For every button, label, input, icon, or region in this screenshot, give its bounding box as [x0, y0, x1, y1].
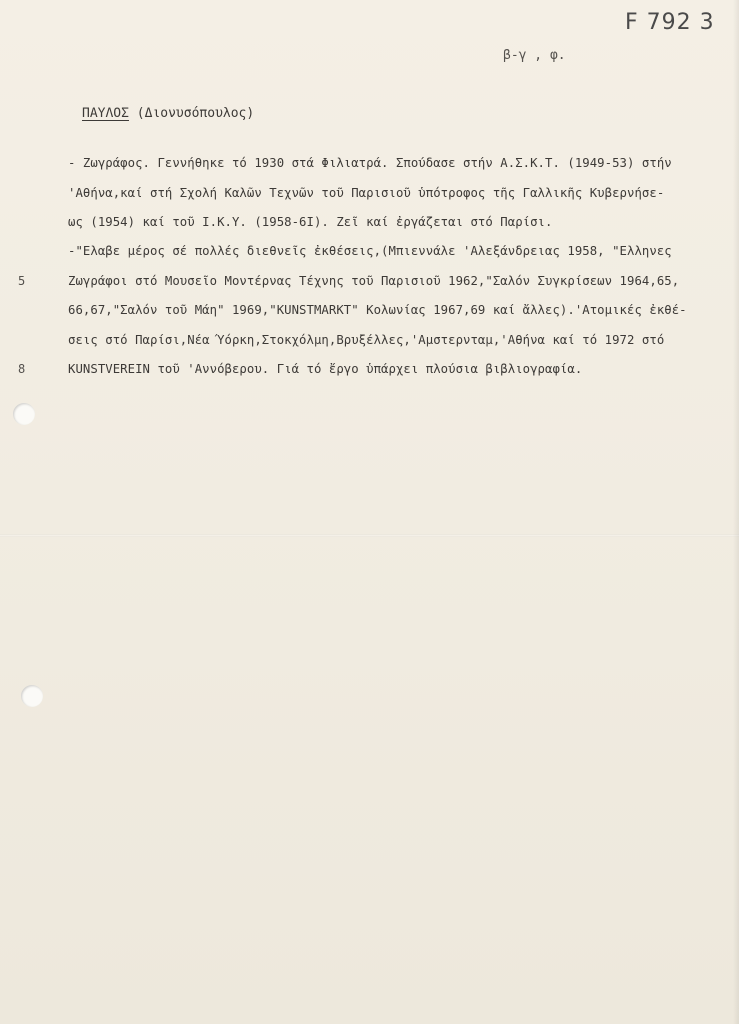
- text-line: KUNSTVEREIN τοῦ 'Αννόβερου. Γιά τό ἔργο ὑπάρχει πλούσια βιβλιογραφία.: [68, 362, 583, 376]
- text-line: σεις στό Παρίσι,Νέα Ύόρκη,Στοκχόλμη,Βρυξέλλες,'Αμστερνταμ,'Αθήνα καί τό 1972 στό: [68, 333, 665, 347]
- punch-hole-top: [13, 403, 35, 425]
- heading-parenthetical: (Διονυσόπουλος): [136, 106, 255, 121]
- page-edge-shadow: [733, 0, 739, 1024]
- punch-hole-bottom: [21, 685, 43, 707]
- document-code: β-γ , φ.: [503, 48, 566, 63]
- text-line: Ζωγράφοι στό Μουσεῖο Μοντέρνας Τέχνης τοῦ Παρισιοῦ 1962,"Σαλόν Συγκρίσεων 1964,65,: [68, 274, 680, 288]
- text-line: 66,67,"Σαλόν τοῦ Μάη" 1969,"KUNSTMARKT" Κολωνίας 1967,69 καί ἄλλες).'Ατομικές ἐκθέ-: [68, 303, 687, 317]
- entry-heading: [82, 106, 254, 121]
- heading-name: ΠΑΥΛΟΣ: [82, 106, 129, 121]
- margin-line-number: 8: [18, 362, 26, 376]
- handwritten-reference: F 792 3: [625, 10, 715, 35]
- margin-line-number: 5: [18, 274, 26, 288]
- text-line: 'Αθήνα,καί στή Σχολή Καλῶν Τεχνῶν τοῦ Παρισιοῦ ὑπότροφος τῆς Γαλλικῆς Κυβερνήσε-: [68, 186, 665, 200]
- paper-fold-crease: [0, 534, 739, 537]
- text-line: - Ζωγράφος. Γεννήθηκε τό 1930 στά Φιλιατρά. Σπούδασε στήν Α.Σ.Κ.Τ. (1949-53) στήν: [68, 156, 672, 170]
- text-line: ως (1954) καί τοῦ Ι.Κ.Υ. (1958-6Ι). Ζεῖ καί ἐργάζεται στό Παρίσι.: [68, 215, 553, 229]
- text-line: -"Ελαβε μέρος σέ πολλές διεθνεῖς ἐκθέσεις,(Μπιεννάλε 'Αλεξάνδρειας 1958, "Ελληνες: [68, 244, 672, 258]
